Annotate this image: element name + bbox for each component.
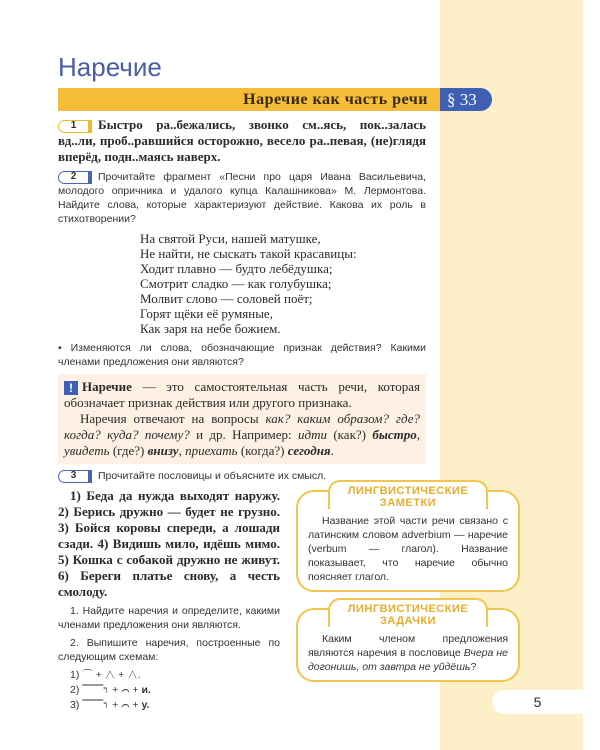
exercise-number: 3	[58, 470, 92, 483]
box-title	[328, 480, 488, 509]
exercise-number: 2	[58, 171, 92, 184]
example-question: (где?)	[109, 443, 148, 458]
chapter-title: Наречие	[58, 52, 162, 82]
text: ?	[470, 661, 477, 673]
title-line: ЗАМЕТКИ	[379, 497, 437, 509]
example-adverb: быстро	[372, 427, 417, 442]
exclamation-icon: !	[64, 381, 78, 395]
exercise-text: Быстро ра..бежались, звонко см..ясь, пок..залась вд..ли, проб..равшийся осторожно, весело ра..певая, (не)глядя вперёд, подн..маясь наверх.	[58, 117, 426, 164]
poem-line: Не найти, не сыскать такой красавицы:	[140, 246, 357, 261]
linguistic-puzzles-box	[296, 603, 520, 682]
exercise-text: Прочитайте пословицы и объясните их смысл.	[98, 470, 327, 482]
scheme-number: 2)	[70, 684, 80, 696]
box-text: Название этой части речи связано с латинским словом adverbium — наречие (verbum — глагол). Название показывает, что наречие обычно поясняет глагол.	[308, 515, 508, 583]
sep: .	[330, 443, 334, 458]
scheme-3: 3) ⎺⎺⌉ + ⌒ + у.	[70, 699, 150, 711]
prefix-icon: ⎺⎺⌉	[82, 684, 110, 696]
example-question: (как?)	[326, 427, 373, 442]
proverbs: 1) Беда да нужда выходят наружу. 2) Берись дружно — будет не грузно. 3) Бойся коровы спереди, а лошади сзади. 4) Видишь мило, идёшь мимо. 5) Кошка с собакой дружно не живут. 6) Береги платье снову, а честь смолоду.	[58, 488, 280, 599]
example: идти	[298, 427, 327, 442]
exercise-3-body	[58, 488, 280, 713]
rule-questions: как? каким образом? где? когда? куда? почему?	[64, 411, 420, 442]
box-text	[308, 632, 508, 674]
poem-line: Горят щёки её румяные,	[140, 306, 273, 321]
scheme-number: 1)	[70, 669, 80, 681]
text: Каким членом предложения являются наречия в пословице	[308, 633, 508, 659]
schemes	[70, 668, 280, 713]
rule-text: и др. Например:	[189, 427, 299, 442]
scheme-number: 3)	[70, 699, 80, 711]
exercise-number: 1	[58, 120, 92, 133]
sep: ,	[416, 427, 420, 442]
root-arc-icon: ⌒	[82, 669, 93, 681]
poem-line: Как заря на небе божием.	[140, 321, 281, 336]
section-number: § 33	[440, 88, 492, 111]
linguistic-notes-box	[296, 485, 520, 592]
exercise-text: Прочитайте фрагмент «Песни про царя Ивана Васильевича, молодого опричника и удалого купца Калашникова» М. Лермонтова. Найдите слова, которые характеризуют действие. Какова их роль в стихотворении?	[58, 171, 426, 225]
suffix: у.	[141, 699, 150, 711]
suffix: и.	[141, 684, 151, 696]
rule-text: Наречия отвечают на вопросы	[80, 411, 266, 426]
rule-term: Наречие	[82, 379, 132, 394]
poem	[140, 231, 426, 336]
scheme-1	[70, 668, 280, 683]
poem-line: Смотрит сладко — как голубушка;	[140, 276, 332, 291]
proverb: Вчера не догонишь, от завтра не уйдёшь	[308, 647, 508, 673]
example-question: (когда?)	[237, 443, 288, 458]
exercise-1	[58, 117, 426, 165]
title-line: ЗАДАЧКИ	[379, 615, 437, 627]
title-line: ЛИНГВИСТИЧЕСКИЕ	[347, 603, 469, 615]
scheme-tail: + ∧ + ∧.	[95, 669, 141, 681]
box-title	[328, 598, 488, 627]
poem-line: Молвит слово — соловей поёт;	[140, 291, 313, 306]
task-2: 2. Выпишите наречия, построенные по следующим схемам:	[58, 637, 280, 663]
example-adverb: внизу	[147, 443, 179, 458]
page-number: 5	[492, 690, 583, 714]
root-arc-icon: ⌒	[121, 699, 130, 711]
task-1: 1. Найдите наречия и определите, какими членами предложения они являются.	[58, 605, 280, 631]
sep: ,	[178, 443, 186, 458]
prefix-icon: ⎺⎺⌉	[82, 699, 110, 711]
example: приехать	[185, 443, 238, 458]
root-arc-icon: ⌒	[121, 684, 130, 696]
example: увидеть	[64, 443, 110, 458]
rule-box	[58, 374, 426, 464]
question: • Изменяются ли слова, обозначающие признак действия? Какими членами предложения они являются?	[58, 342, 426, 368]
poem-line: Ходит плавно — будто лебёдушка;	[140, 261, 333, 276]
exercise-2	[58, 170, 426, 226]
example-adverb: сегодня	[287, 443, 331, 458]
poem-line: На святой Руси, нашей матушке,	[140, 231, 321, 246]
section-title: Наречие как часть речи	[58, 88, 442, 111]
title-line: ЛИНГВИСТИЧЕСКИЕ	[347, 485, 469, 497]
rule-definition: — это самостоятельная часть речи, которая обозначает признак действия или другого признака.	[64, 379, 420, 410]
scheme-2: 2) ⎺⎺⌉ + ⌒ + и.	[70, 684, 151, 696]
